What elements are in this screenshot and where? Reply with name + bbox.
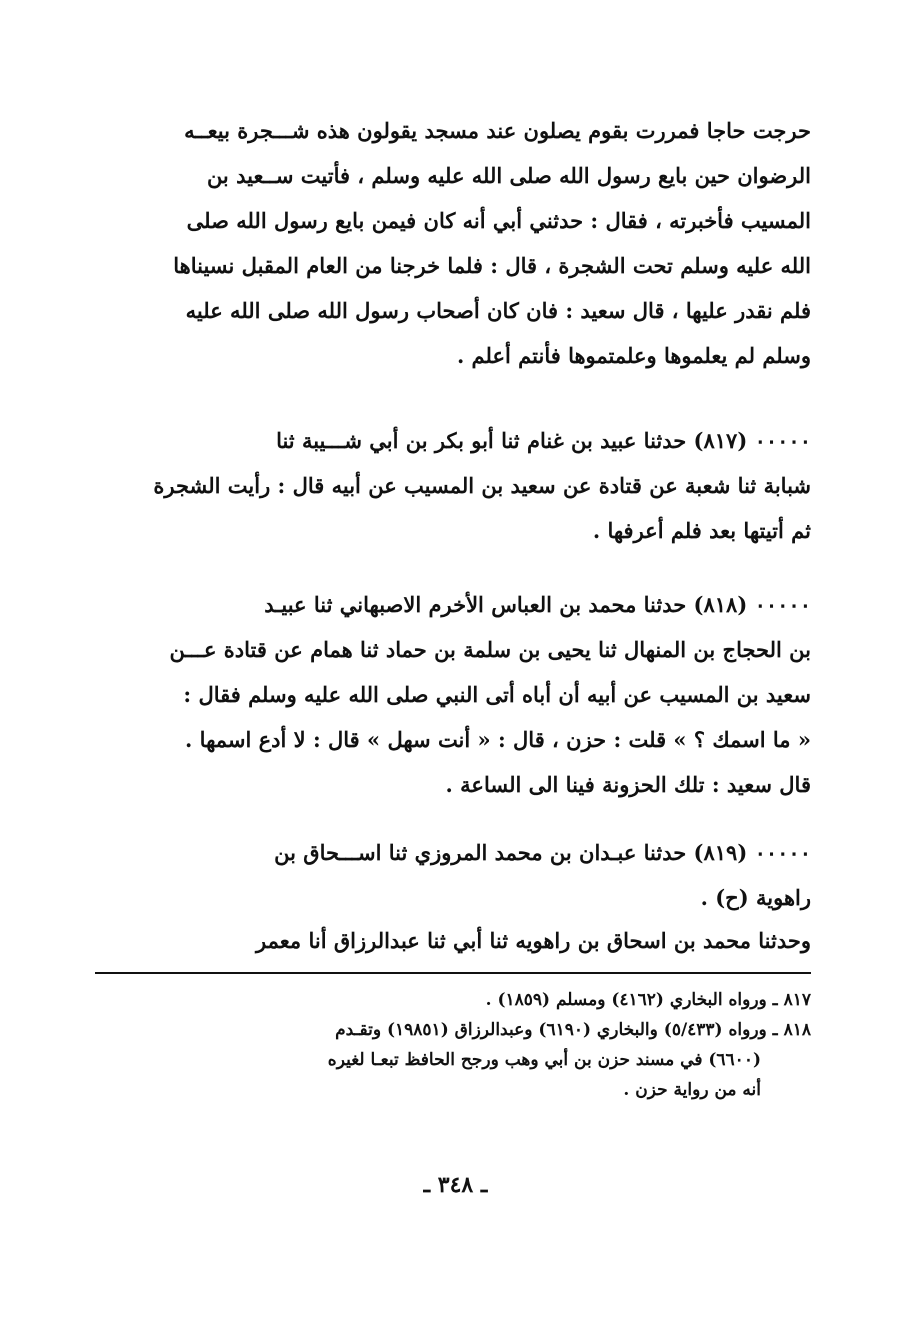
text-line: الرضوان حين بايع رسول الله صلى الله عليه وسلم ، فأتيت ســعيد بن xyxy=(206,163,811,188)
text-line: راهوية (ح) . xyxy=(700,885,811,910)
text-line: ثم أتيتها بعد فلم أعرفها . xyxy=(592,518,811,543)
text-line: وسلم لم يعلموها وعلمتموها فأنتم أعلم . xyxy=(456,343,811,368)
text-line: « ما اسمك ؟ » قلت : حزن ، قال : « أنت سهل » قال : لا أدع اسمها . xyxy=(185,727,811,752)
hadith-819 xyxy=(95,830,811,920)
text-line: المسيب فأخبرته ، فقال : حدثني أبي أنه كان فيمن بايع رسول الله صلى xyxy=(186,208,811,233)
text-line: بن الحجاج بن المنهال ثنا يحيى بن سلمة بن حماد ثنا همام عن قتادة عـــن xyxy=(169,637,811,662)
text-line: ٠٠٠٠٠ (٨١٨) حدثنا محمد بن العباس الأخرم الاصبهاني ثنا عبيـد xyxy=(264,592,811,617)
text-line: ٠٠٠٠٠ (٨١٩) حدثنا عبـدان بن محمد المروزي ثنا اســـحاق بن xyxy=(274,840,811,865)
text-line: حرجت حاجا فمررت بقوم يصلون عند مسجد يقولون هذه شـــجرة بيعــه xyxy=(184,118,811,143)
footnote-divider xyxy=(95,972,811,974)
page-number: ـ ٣٤٨ ـ xyxy=(423,1172,488,1198)
hadith-817 xyxy=(95,418,811,553)
text-line: الله عليه وسلم تحت الشجرة ، قال : فلما خرجنا من العام المقبل نسيناها xyxy=(173,253,811,278)
text-line: فلم نقدر عليها ، قال سعيد : فان كان أصحاب رسول الله صلى الله عليه xyxy=(185,298,811,323)
footnote-818: ٨١٨ ـ ورواه (٥/٤٣٣) والبخاري (٦١٩٠) وعبدالرزاق (١٩٨٥١) وتقـدم xyxy=(335,1020,811,1040)
hadith-818 xyxy=(95,582,811,807)
text-line: سعيد بن المسيب عن أبيه أن أباه أتى النبي صلى الله عليه وسلم فقال : xyxy=(183,682,811,707)
text-line: وحدثنا محمد بن اسحاق بن راهويه ثنا أبي ثنا عبدالرزاق أنا معمر xyxy=(256,928,811,953)
footnote-818-continued: (٦٦٠٠) في مسند حزن بن أبي وهب ورجح الحافظ تبعـا لغيره xyxy=(327,1050,761,1070)
text-line: ٠٠٠٠٠ (٨١٧) حدثنا عبيد بن غنام ثنا أبو بكر بن أبي شـــيبة ثنا xyxy=(276,428,811,453)
footnotes xyxy=(95,985,811,1105)
paragraph-tree-narration xyxy=(95,108,811,378)
text-line: قال سعيد : تلك الحزونة فينا الى الساعة . xyxy=(445,772,811,797)
footnote-817: ٨١٧ ـ ورواه البخاري (٤١٦٢) ومسلم (١٨٥٩) . xyxy=(485,990,811,1010)
footnote-818-continued: أنه من رواية حزن . xyxy=(623,1080,761,1100)
hadith-819-continued xyxy=(95,918,811,963)
text-line: شبابة ثنا شعبة عن قتادة عن سعيد بن المسيب عن أبيه قال : رأيت الشجرة xyxy=(153,473,811,498)
